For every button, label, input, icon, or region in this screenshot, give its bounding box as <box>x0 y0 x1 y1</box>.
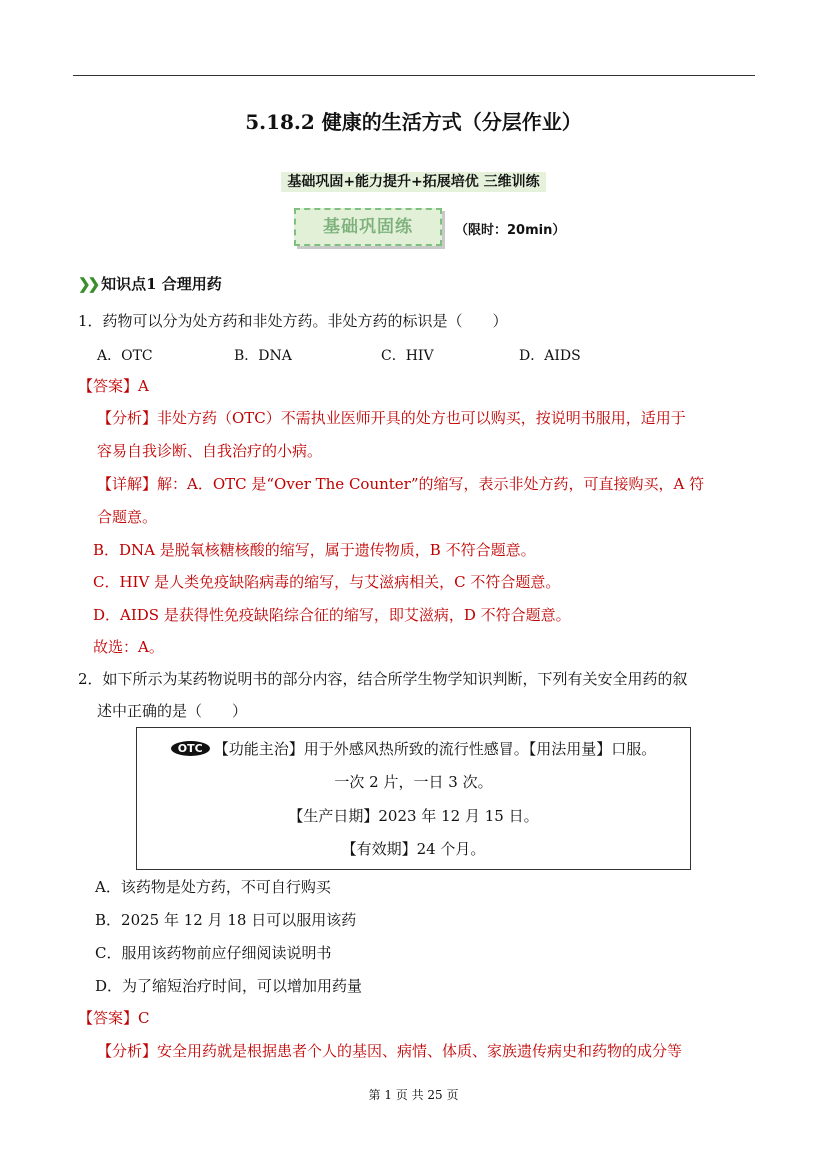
q2-option-b: B．2025 年 12 月 18 日可以服用该药 <box>95 911 357 929</box>
drug-label-line2: 一次 2 片，一日 3 次。 <box>334 773 493 791</box>
q1-option-d: D．AIDS <box>519 348 581 364</box>
q1-detail-line6: 故选：A。 <box>93 638 164 656</box>
page-subtitle <box>0 171 827 191</box>
q2-option-a: A．该药物是处方药，不可自行购买 <box>95 878 331 896</box>
q1-detail-line1: 【详解】解：A．OTC 是“Over The Counter”的缩写，表示非处方药，可直接购买，A 符 <box>97 475 705 493</box>
drug-label-function: 【功能主治】用于外感风热所致的流行性感冒。【用法用量】口服。 <box>213 740 657 758</box>
q1-stem: 1．药物可以分为处方药和非处方药。非处方药的标识是（ ） <box>78 312 508 330</box>
q1-answer: 【答案】A <box>78 377 149 395</box>
drug-label-line4: 【有效期】24 个月。 <box>341 840 486 858</box>
q2-option-c: C．服用该药物前应仔细阅读说明书 <box>95 944 332 962</box>
q1-detail-line4: C．HIV 是人类免疫缺陷病毒的缩写，与艾滋病相关，C 不符合题意。 <box>93 573 561 591</box>
q2-option-d: D．为了缩短治疗时间，可以增加用药量 <box>95 977 363 995</box>
q2-stem-line1: 2．如下所示为某药物说明书的部分内容，结合所学生物学知识判断，下列有关安全用药的叙 <box>78 670 688 688</box>
otc-logo: OTC <box>171 741 210 756</box>
page-footer: 第 1 页 共 25 页 <box>368 1088 459 1102</box>
drug-label-line1 <box>137 738 690 759</box>
q2-stem-line2: 述中正确的是（ ） <box>97 702 248 720</box>
double-chevron-icon: ❯❯ <box>78 275 98 293</box>
header-rule <box>73 75 755 76</box>
q1-detail-line2: 合题意。 <box>97 508 158 526</box>
q1-option-a: A．OTC <box>97 348 153 364</box>
knowledge-point-heading <box>78 273 222 294</box>
drug-label-box <box>136 727 691 870</box>
page-title: 5.18.2 健康的生活方式（分层作业） <box>245 110 582 134</box>
q2-answer: 【答案】C <box>78 1009 150 1027</box>
q1-option-c: C．HIV <box>381 348 434 364</box>
subtitle-text: 基础巩固+能力提升+拓展培优 三维训练 <box>281 172 545 192</box>
q2-analysis-line1: 【分析】安全用药就是根据患者个人的基因、病情、体质、家族遗传病史和药物的成分等 <box>97 1042 683 1060</box>
q1-detail-line5: D．AIDS 是获得性免疫缺陷综合征的缩写，即艾滋病，D 不符合题意。 <box>93 606 571 624</box>
knowledge-point-label: 知识点1 合理用药 <box>101 275 222 293</box>
q1-option-b: B．DNA <box>234 348 292 364</box>
section-badge: 基础巩固练 <box>294 208 442 246</box>
drug-label-line3: 【生产日期】2023 年 12 月 15 日。 <box>288 807 539 825</box>
q1-detail-line3: B．DNA 是脱氧核糖核酸的缩写，属于遗传物质，B 不符合题意。 <box>93 541 536 559</box>
q1-analysis-line2: 容易自我诊断、自我治疗的小病。 <box>97 442 323 460</box>
time-limit: （限时：20min） <box>455 223 566 238</box>
q1-analysis-line1: 【分析】非处方药（OTC）不需执业医师开具的处方也可以购买，按说明书服用，适用于 <box>97 409 686 427</box>
